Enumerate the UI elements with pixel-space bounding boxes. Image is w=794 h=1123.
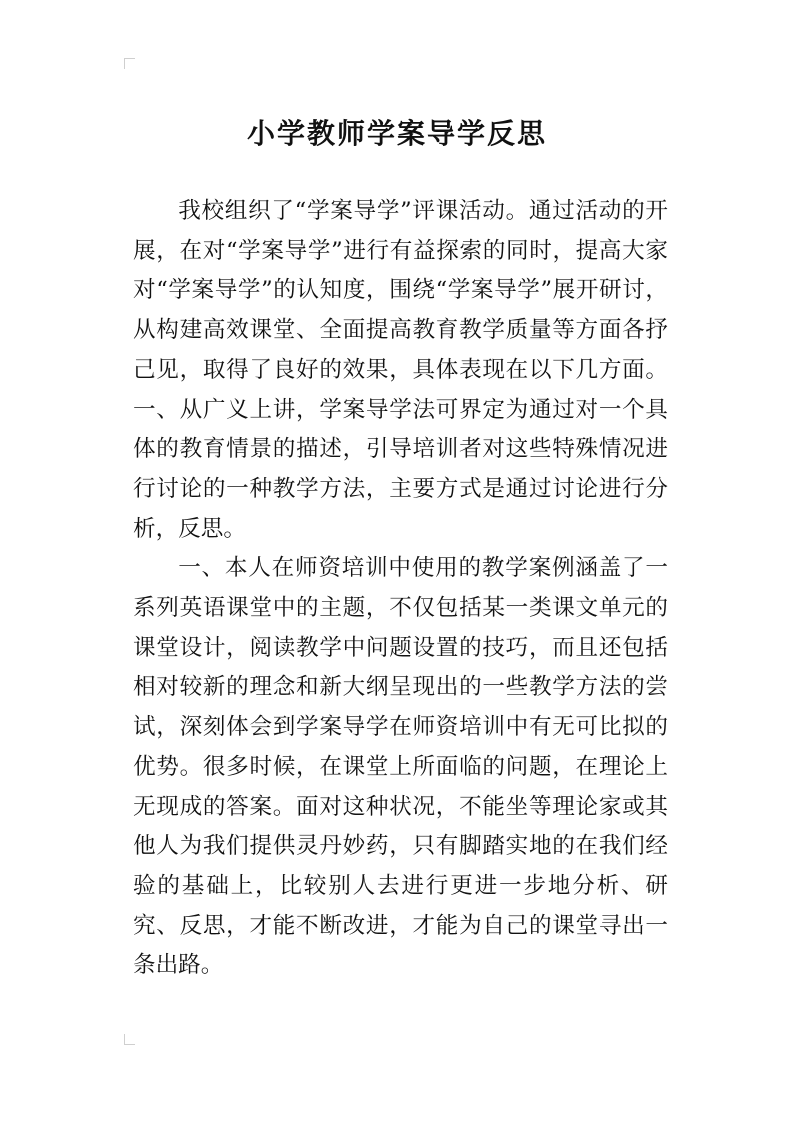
document-body (133, 192, 668, 986)
top-left-crop-mark (124, 58, 135, 69)
document-title: 小学教师学案导学反思 (246, 116, 547, 150)
paragraph-2: 一、本人在师资培训中使用的教学案例涵盖了一系列英语课堂中的主题，不仅包括某一类课文单元的课堂设计，阅读教学中问题设置的技巧，而且还包括相对较新的理念和新大纲呈现出的一些教学方法的尝试，深刻体会到学案导学在师资培训中有无可比拟的优势。很多时候，在课堂上所面临的问题，在理论上无现成的答案。面对这种状况，不能坐等理论家或其他人为我们提供灵丹妙药，只有脚踏实地的在我们经验的基础上，比较别人去进行更进一步地分析、研究、反思，才能不断改进，才能为自己的课堂寻出一条出路。 (133, 555, 668, 979)
bottom-left-crop-mark (124, 1034, 135, 1045)
paragraph-1: 我校组织了“学案导学”评课活动。通过活动的开展，在对“学案导学”进行有益探索的同时，提高大家对“学案导学”的认知度，围绕“学案导学”展开研讨，从构建高效课堂、全面提高教育教学质量等方面各抒己见，取得了良好的效果，具体表现在以下几方面。一、从广义上讲，学案导学法可界定为通过对一个具体的教育情景的描述，引导培训者对这些特殊情况进行讨论的一种教学方法，主要方式是通过讨论进行分析，反思。 (133, 198, 668, 542)
